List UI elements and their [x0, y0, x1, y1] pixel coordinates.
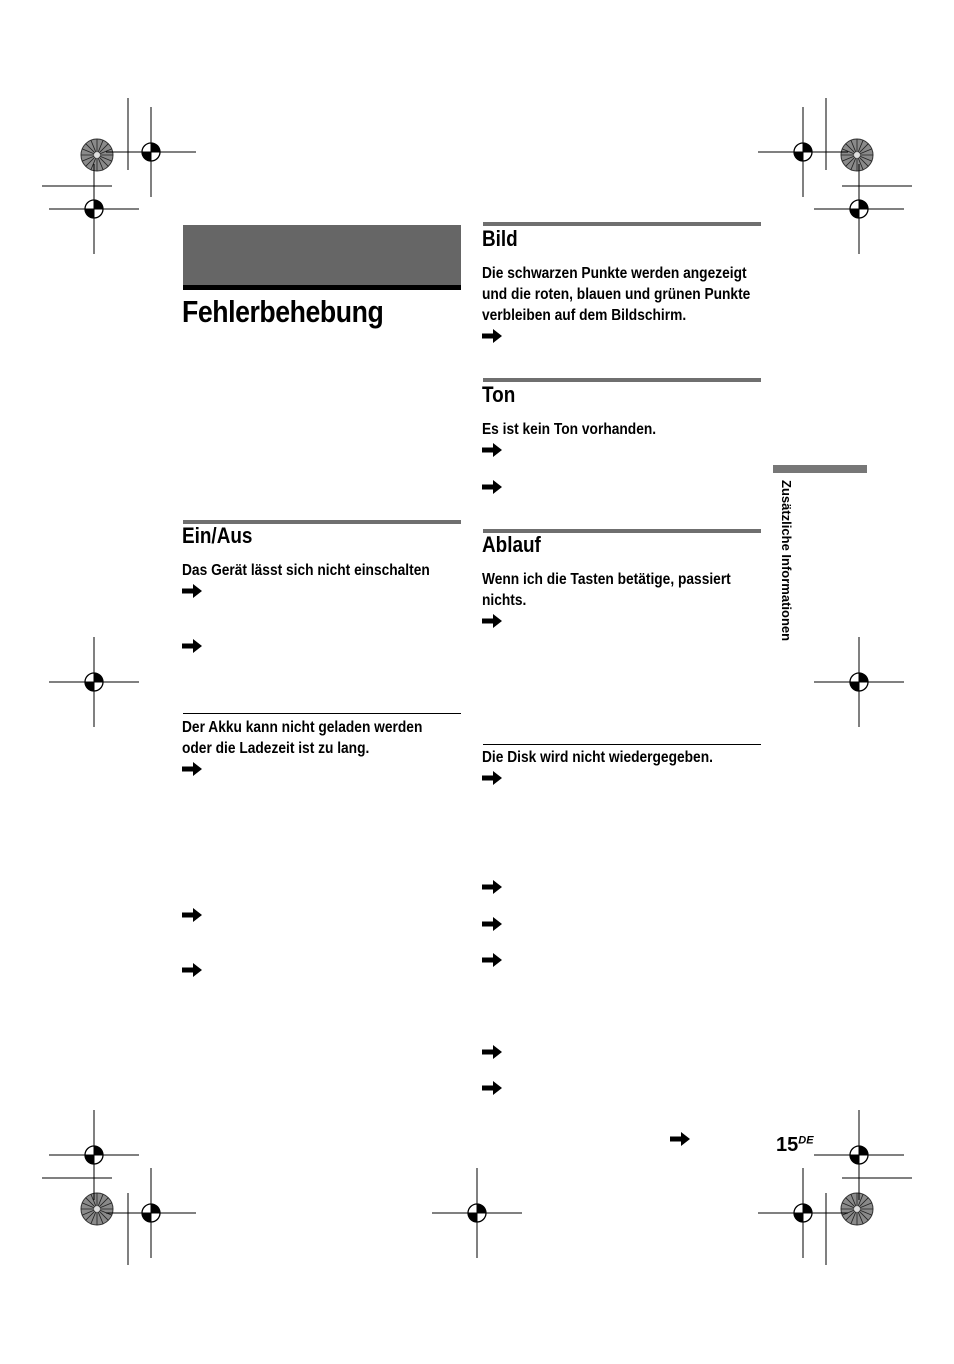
section-title-ablauf: Ablauf — [482, 532, 541, 557]
continue-arrow-icon — [670, 1132, 690, 1146]
section-rule-ton — [483, 378, 761, 382]
arrow-icon — [182, 908, 202, 922]
page-number-suffix: DE — [798, 1134, 814, 1147]
arrow-icon — [482, 953, 502, 967]
section-rule-bild — [483, 222, 761, 226]
arrow-icon — [182, 762, 202, 776]
question-battery: Der Akku kann nicht geladen werden oder die Ladezeit ist zu lang. — [182, 719, 423, 757]
section-title-ton: Ton — [482, 382, 516, 407]
arrow-icon — [182, 639, 202, 653]
question-display-dots: Die schwarzen Punkte werden angezeigt und die roten, blauen und grünen Punkte verbleiben auf dem Bildschirm. — [482, 265, 751, 324]
question-no-sound: Es ist kein Ton vorhanden. — [482, 421, 657, 438]
arrow-icon — [482, 480, 502, 494]
divider — [483, 744, 761, 745]
arrow-icon — [482, 614, 502, 628]
page-title: Fehlerbehebung — [182, 294, 384, 329]
arrow-icon — [482, 917, 502, 931]
arrow-icon — [482, 443, 502, 457]
arrow-icon — [182, 963, 202, 977]
arrow-icon — [482, 880, 502, 894]
question-disc-no-playback: Die Disk wird nicht wiedergegeben. — [482, 749, 713, 766]
page-number: 15DE — [776, 1134, 814, 1156]
title-band — [183, 225, 461, 285]
arrow-icon — [482, 1045, 502, 1059]
arrow-icon — [482, 329, 502, 343]
divider — [183, 713, 461, 714]
title-rule — [183, 285, 461, 290]
section-title-bild: Bild — [482, 226, 518, 251]
arrow-icon — [482, 1081, 502, 1095]
question-buttons-no-response: Wenn ich die Tasten betätige, passiert nichts. — [482, 571, 731, 609]
section-title-ein-aus: Ein/Aus — [182, 523, 253, 548]
question-power-on: Das Gerät lässt sich nicht einschalten — [182, 562, 430, 579]
arrow-icon — [182, 584, 202, 598]
side-tab-label: Zusätzliche Informationen — [779, 480, 794, 642]
arrow-icon — [482, 771, 502, 785]
side-tab-bar — [773, 465, 867, 473]
